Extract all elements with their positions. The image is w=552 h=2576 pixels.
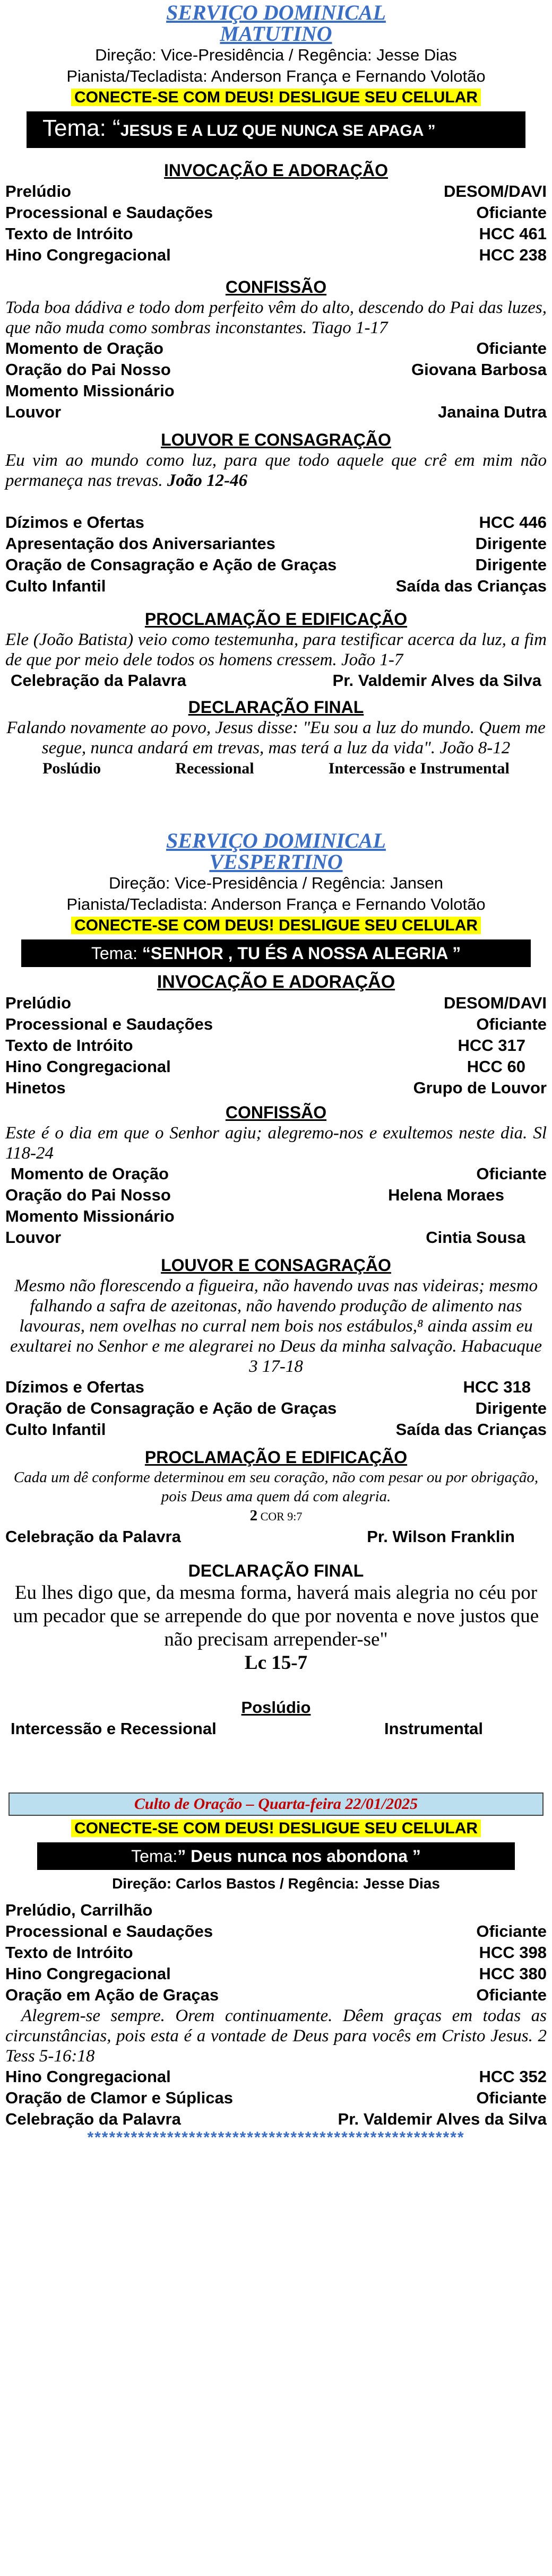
morning-postlude-row: Poslúdio Recessional Intercessão e Instrumental — [42, 760, 510, 777]
list-item: Oração de Consagração e Ação de Graças Dirigente — [5, 555, 547, 574]
list-item: Dízimos e Ofertas HCC 318 — [5, 1378, 531, 1396]
evening-direction: Direção: Vice-Presidência / Regência: Jansen — [108, 874, 444, 892]
evening-connect: CONECTE-SE COM DEUS! DESLIGUE SEU CELULAR — [5, 915, 547, 936]
evening-pianists: Pianista/Tecladista: Anderson França e Fernando Volotão — [66, 895, 486, 913]
morning-final-heading: DECLARAÇÃO FINAL — [188, 698, 364, 717]
evening-celebration-row: Celebração da Palavra Pr. Wilson Franklin — [5, 1527, 515, 1546]
list-item: Oração de Clamor e Súplicas Oficiante — [5, 2088, 547, 2107]
evening-confession-verse: Este é o dia em que o Senhor agiu; alegremo-nos e exultemos neste dia. Sl 118-24 — [5, 1124, 547, 1163]
evening-final-verse: Eu lhes digo que, da mesma forma, haverá mais alegria no céu por um pecador que se arrepende do que por noventa e nove justos que não precisam arrepender-se" — [13, 1582, 539, 1650]
morning-praise-heading: LOUVOR E CONSAGRAÇÃO — [161, 430, 391, 449]
evening-final-heading: DECLARAÇÃO FINAL — [188, 1561, 364, 1580]
morning-praise-list — [5, 512, 547, 597]
list-item: Hino Congregacional HCC 352 — [5, 2067, 547, 2086]
morning-final-verse: Falando novamente ao povo, Jesus disse: "Eu sou a luz do mundo. Quem me segue, nunca andará em trevas, mas terá a luz da vida". João 8-12 — [6, 718, 546, 758]
list-item: Celebração da Palavra Pr. Valdemir Alves da Silva — [5, 2110, 547, 2128]
evening-invocation-list — [5, 993, 547, 1099]
morning-direction: Direção: Vice-Presidência / Regência: Jesse Dias — [95, 46, 457, 64]
evening-praise-heading: LOUVOR E CONSAGRAÇÃO — [161, 1256, 391, 1275]
prayer-direction: Direção: Carlos Bastos / Regência: Jesse Dias — [112, 1875, 440, 1892]
prayer-connect: CONECTE-SE COM DEUS! DESLIGUE SEU CELULAR — [5, 1818, 547, 1839]
morning-service — [5, 2, 547, 779]
morning-praise-verse: Eu vim ao mundo como luz, para que todo aquele que crê em mim não permaneça nas trevas. João 12-46 — [5, 451, 547, 490]
prayer-title: Culto de Oração – Quarta-feira 22/01/2025 — [8, 1792, 544, 1816]
morning-celebration-row: Celebração da Palavra Pr. Valdemir Alves da Silva — [11, 671, 541, 690]
evening-praise-verse: Mesmo não florescendo a figueira, não havendo uvas nas videiras; mesmo falhando a safra de azeitonas, não havendo produção de alimento nas lavouras, nem ovelhas no curral nem bois nos estábulos,⁸ ainda assim eu exultarei no Senhor e me alegrarei no Deus da minha salvação. Habacuque 3 17-18 — [10, 1276, 542, 1376]
list-item: Oração do Pai Nosso Helena Moraes — [5, 1186, 504, 1204]
morning-confession-list — [5, 338, 547, 423]
morning-confession-verse: Toda boa dádiva e todo dom perfeito vêm do alto, descendo do Pai das luzes, que não muda como sombras inconstantes. Tiago 1-17 — [5, 298, 547, 337]
morning-proclamation-heading: PROCLAMAÇÃO E EDIFICAÇÃO — [144, 610, 408, 629]
evening-confession-list — [5, 1163, 547, 1248]
list-item: Oração em Ação de Graças Oficiante — [5, 1986, 547, 2004]
list-item: Hino Congregacional HCC 380 — [5, 1964, 547, 1983]
morning-confession-heading: CONFISSÃO — [225, 277, 327, 297]
list-item: Dízimos e Ofertas HCC 446 — [5, 513, 547, 532]
list-item: Processional e Saudações Oficiante — [5, 1015, 547, 1033]
list-item: Prelúdio, Carrilhão — [5, 1901, 153, 1919]
list-item: Culto Infantil Saída das Crianças — [5, 577, 547, 595]
list-item: Momento de Oração Oficiante — [11, 1164, 547, 1183]
prayer-verse: Alegrem-se sempre. Orem continuamente. Dêem graças em todas as circunstâncias, pois esta é a vontade de Deus para vocês em Cristo Jesus. 2 Tess 5-16:18 — [5, 2006, 547, 2066]
morning-connect: CONECTE-SE COM DEUS! DESLIGUE SEU CELULAR — [5, 87, 547, 108]
evening-confession-heading: CONFISSÃO — [225, 1103, 327, 1122]
evening-subtitle: VESPERTINO — [209, 850, 343, 874]
prayer-list-b — [5, 2066, 547, 2130]
evening-proclamation-verse: Cada um dê conforme determinou em seu coração, não com pesar ou por obrigação, pois Deus ama quem dá com alegria. 2 COR 9:7 — [13, 1469, 539, 1524]
list-item: Texto de Intróito HCC 317 — [5, 1036, 525, 1055]
morning-proclamation-verse: Ele (João Batista) veio como testemunha, para testificar acerca da luz, a fim de que por meio dele todos os homens cressem. João 1-7 — [5, 630, 547, 669]
morning-pianists: Pianista/Tecladista: Anderson França e Fernando Volotão — [66, 67, 486, 85]
list-item: Texto de Intróito HCC 461 — [5, 224, 547, 243]
list-item: Prelúdio DESOM/DAVI — [5, 994, 547, 1012]
evening-postlude-row: Intercessão e Recessional Instrumental — [11, 1719, 483, 1738]
evening-service — [5, 830, 547, 1739]
list-item: Culto Infantil Saída das Crianças — [5, 1420, 547, 1439]
evening-title: SERVIÇO DOMINICAL — [166, 829, 386, 852]
list-item: Momento Missionário — [5, 381, 175, 400]
evening-final-ref: Lc 15-7 — [244, 1652, 308, 1674]
list-item: Louvor Janaina Dutra — [5, 403, 547, 421]
evening-theme-banner: Tema: “SENHOR , TU ÉS A NOSSA ALEGRIA ” — [21, 939, 531, 967]
list-item: Oração de Consagração e Ação de Graças Dirigente — [5, 1399, 547, 1417]
prayer-service — [5, 1792, 547, 2146]
morning-theme-banner: Tema: “JESUS E A LUZ QUE NUNCA SE APAGA ” — [27, 111, 525, 148]
list-item: Momento Missionário — [5, 1207, 175, 1225]
evening-invocation-heading: INVOCAÇÃO E ADORAÇÃO — [157, 972, 395, 992]
bulletin-page — [5, 0, 547, 2146]
morning-subtitle: MATUTINO — [220, 22, 332, 46]
morning-invocation-heading: INVOCAÇÃO E ADORAÇÃO — [164, 161, 388, 180]
evening-praise-list — [5, 1377, 547, 1440]
list-item: Hinetos Grupo de Louvor — [5, 1078, 547, 1097]
list-item: Prelúdio DESOM/DAVI — [5, 182, 547, 201]
morning-title: SERVIÇO DOMINICAL — [166, 1, 386, 24]
list-item: Oração do Pai Nosso Giovana Barbosa — [5, 360, 547, 379]
morning-invocation-list — [5, 181, 547, 266]
evening-proclamation-heading: PROCLAMAÇÃO E EDIFICAÇÃO — [144, 1448, 408, 1467]
prayer-list-a — [5, 1900, 547, 2006]
list-item: Louvor Cintia Sousa — [5, 1228, 525, 1247]
list-item: Texto de Intróito HCC 398 — [5, 1943, 547, 1962]
list-item: Apresentação dos Aniversariantes Dirigente — [5, 534, 547, 553]
evening-postlude-heading: Poslúdio — [241, 1698, 311, 1717]
list-item: Processional e Saudações Oficiante — [5, 1922, 547, 1940]
prayer-theme-banner: Tema:” Deus nunca nos abondona ” — [37, 1842, 515, 1870]
divider-stars: **************************************************** — [87, 2130, 465, 2146]
list-item: Hino Congregacional HCC 60 — [5, 1057, 525, 1076]
list-item: Hino Congregacional HCC 238 — [5, 246, 547, 264]
list-item: Momento de Oração Oficiante — [5, 339, 547, 358]
list-item: Processional e Saudações Oficiante — [5, 203, 547, 222]
